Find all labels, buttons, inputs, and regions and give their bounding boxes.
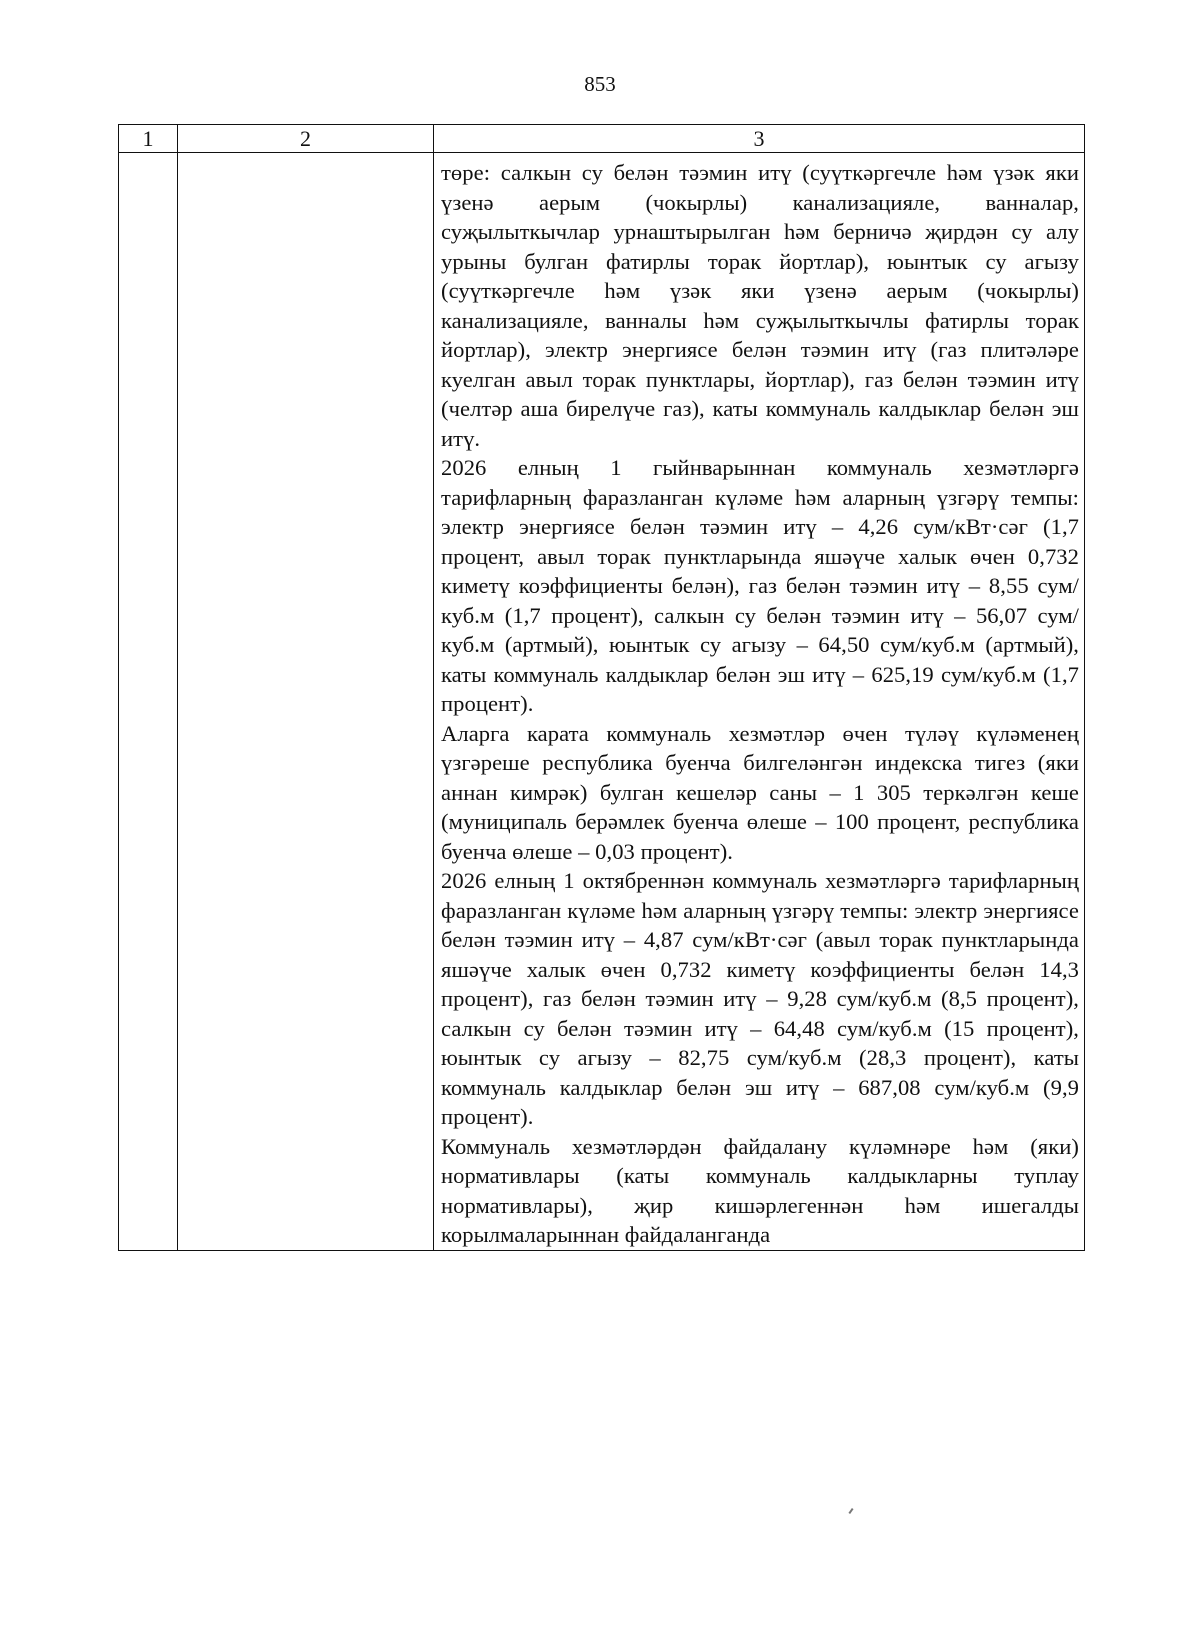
paragraph-consumption-norms: Коммуналь хезмәтләрдән файдалану күләмнәре һәм (яки) нормативлары (каты коммуналь калдыкларны туплау нормативлары), җир кишәрлегеннән һәм ишегалды корылмаларыннан файдаланганда [441,1133,1079,1247]
document-table [118,124,1085,1251]
column-header-3: 3 [434,125,1085,153]
column-2-cell [178,153,434,1251]
scan-mark [848,1508,853,1514]
page-number: 853 [584,72,616,96]
paragraph-people-count: Аларга карата коммуналь хезмәтләр өчен түләү күләменең үзгәреше республика буенча билгеләнгән индекска тигез (яки аннан кимрәк) булган кешеләр саны – 1 305 теркәлгән кеше (муниципаль берәмлек буенча өлеше – 100 процент, республика буенча өлеше – 0,03 процент). [441,720,1079,864]
column-header-1: 1 [119,125,178,153]
table-row [119,153,1085,1251]
paragraph-utility-types: төре: салкын су белән тәэмин итү (суүткәргечле һәм үзәк яки үзенә аерым (чокырлы) канализацияле, ванналар, суҗылыткычлар урнаштырылган һәм берничә җирдән су алу урыны булган фатирлы торак йортлар), юынтык су агызу (суүткәргечле һәм үзәк яки үзенә аерым (чокырлы) канализацияле, ванналы һәм суҗылыткычлы фатирлы торак йортлар), электр энергиясе белән тәэмин итү (газ плитәләре куелган авыл торак пунктлары, йортлар), газ белән тәэмин итү (челтәр аша бирелүче газ), каты коммуналь калдыклар белән эш итү. [441,160,1079,451]
paragraph-tariffs-october: 2026 елның 1 октябреннән коммуналь хезмәтләргә тарифларның фаразланган күләме һәм аларның үзгәрү темпы: электр энергиясе белән тәэмин итү – 4,87 сум/кВт·сәг (авыл торак пунктларында яшәүче халык өчен 0,732 киметү коэффициенты белән 14,3 процент), газ белән тәэмин итү – 9,28 сум/куб.м (8,5 процент), салкын су белән тәэмин итү – 64,48 сум/куб.м (15 процент), юынтык су агызу – 82,75 сум/куб.м (28,3 процент), каты коммуналь калдыклар белән эш итү – 687,08 сум/куб.м (9,9 процент). [441,868,1079,1129]
table-header-row [119,125,1085,153]
paragraph-tariffs-january: 2026 елның 1 гыйнварыннан коммуналь хезмәтләргә тарифларның фаразланган күләме һәм аларның үзгәрү темпы: электр энергиясе белән тәэмин итү – 4,26 сум/кВт·сәг (1,7 процент, авыл торак пунктларында яшәүче халык өчен 0,732 киметү коэффициенты белән), газ белән тәэмин итү – 8,55 сум/куб.м (1,7 процент), салкын су белән тәэмин итү – 56,07 сум/куб.м (артмый), юынтык су агызу – 64,50 сум/куб.м (артмый), каты коммуналь калдыклар белән эш итү – 625,19 сум/куб.м (1,7 процент). [441,455,1079,716]
column-3-cell [434,153,1085,1251]
column-1-cell [119,153,178,1251]
column-header-2: 2 [178,125,434,153]
